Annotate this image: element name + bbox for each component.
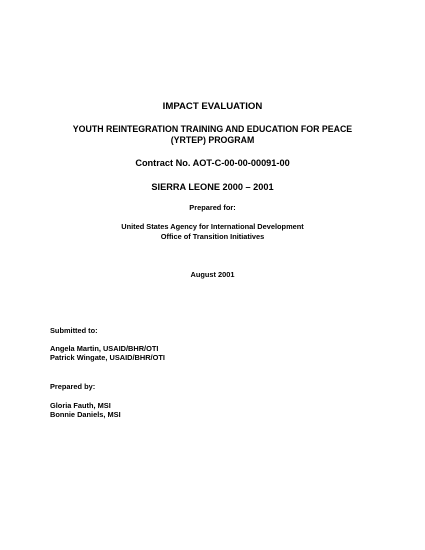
submitted-to-name: Patrick Wingate, USAID/BHR/OTI	[50, 353, 165, 362]
prepared-by-name: Bonnie Daniels, MSI	[50, 410, 121, 419]
submitted-to-names	[50, 344, 165, 362]
program-title	[0, 124, 425, 146]
prepared-by-label: Prepared by:	[50, 382, 96, 391]
prepared-for-organization	[0, 222, 425, 241]
program-title-line-1: YOUTH REINTEGRATION TRAINING AND EDUCATION FOR PEACE	[72, 124, 353, 134]
program-title-line-2: (YRTEP) PROGRAM	[170, 135, 255, 145]
submitted-to-label: Submitted to:	[50, 326, 98, 335]
report-heading: IMPACT EVALUATION	[162, 101, 263, 112]
report-date: August 2001	[190, 270, 235, 279]
country-period: SIERRA LEONE 2000 – 2001	[151, 182, 274, 192]
prepared-by-names	[50, 401, 121, 419]
submitted-to-name: Angela Martin, USAID/BHR/OTI	[50, 344, 159, 353]
prepared-for-label: Prepared for:	[189, 203, 236, 212]
prepared-by-name: Gloria Fauth, MSI	[50, 401, 111, 410]
contract-number: Contract No. AOT-C-00-00-00091-00	[135, 158, 290, 168]
organization-line-1: United States Agency for International Development	[121, 222, 304, 231]
organization-line-2: Office of Transition Initiatives	[160, 231, 265, 241]
